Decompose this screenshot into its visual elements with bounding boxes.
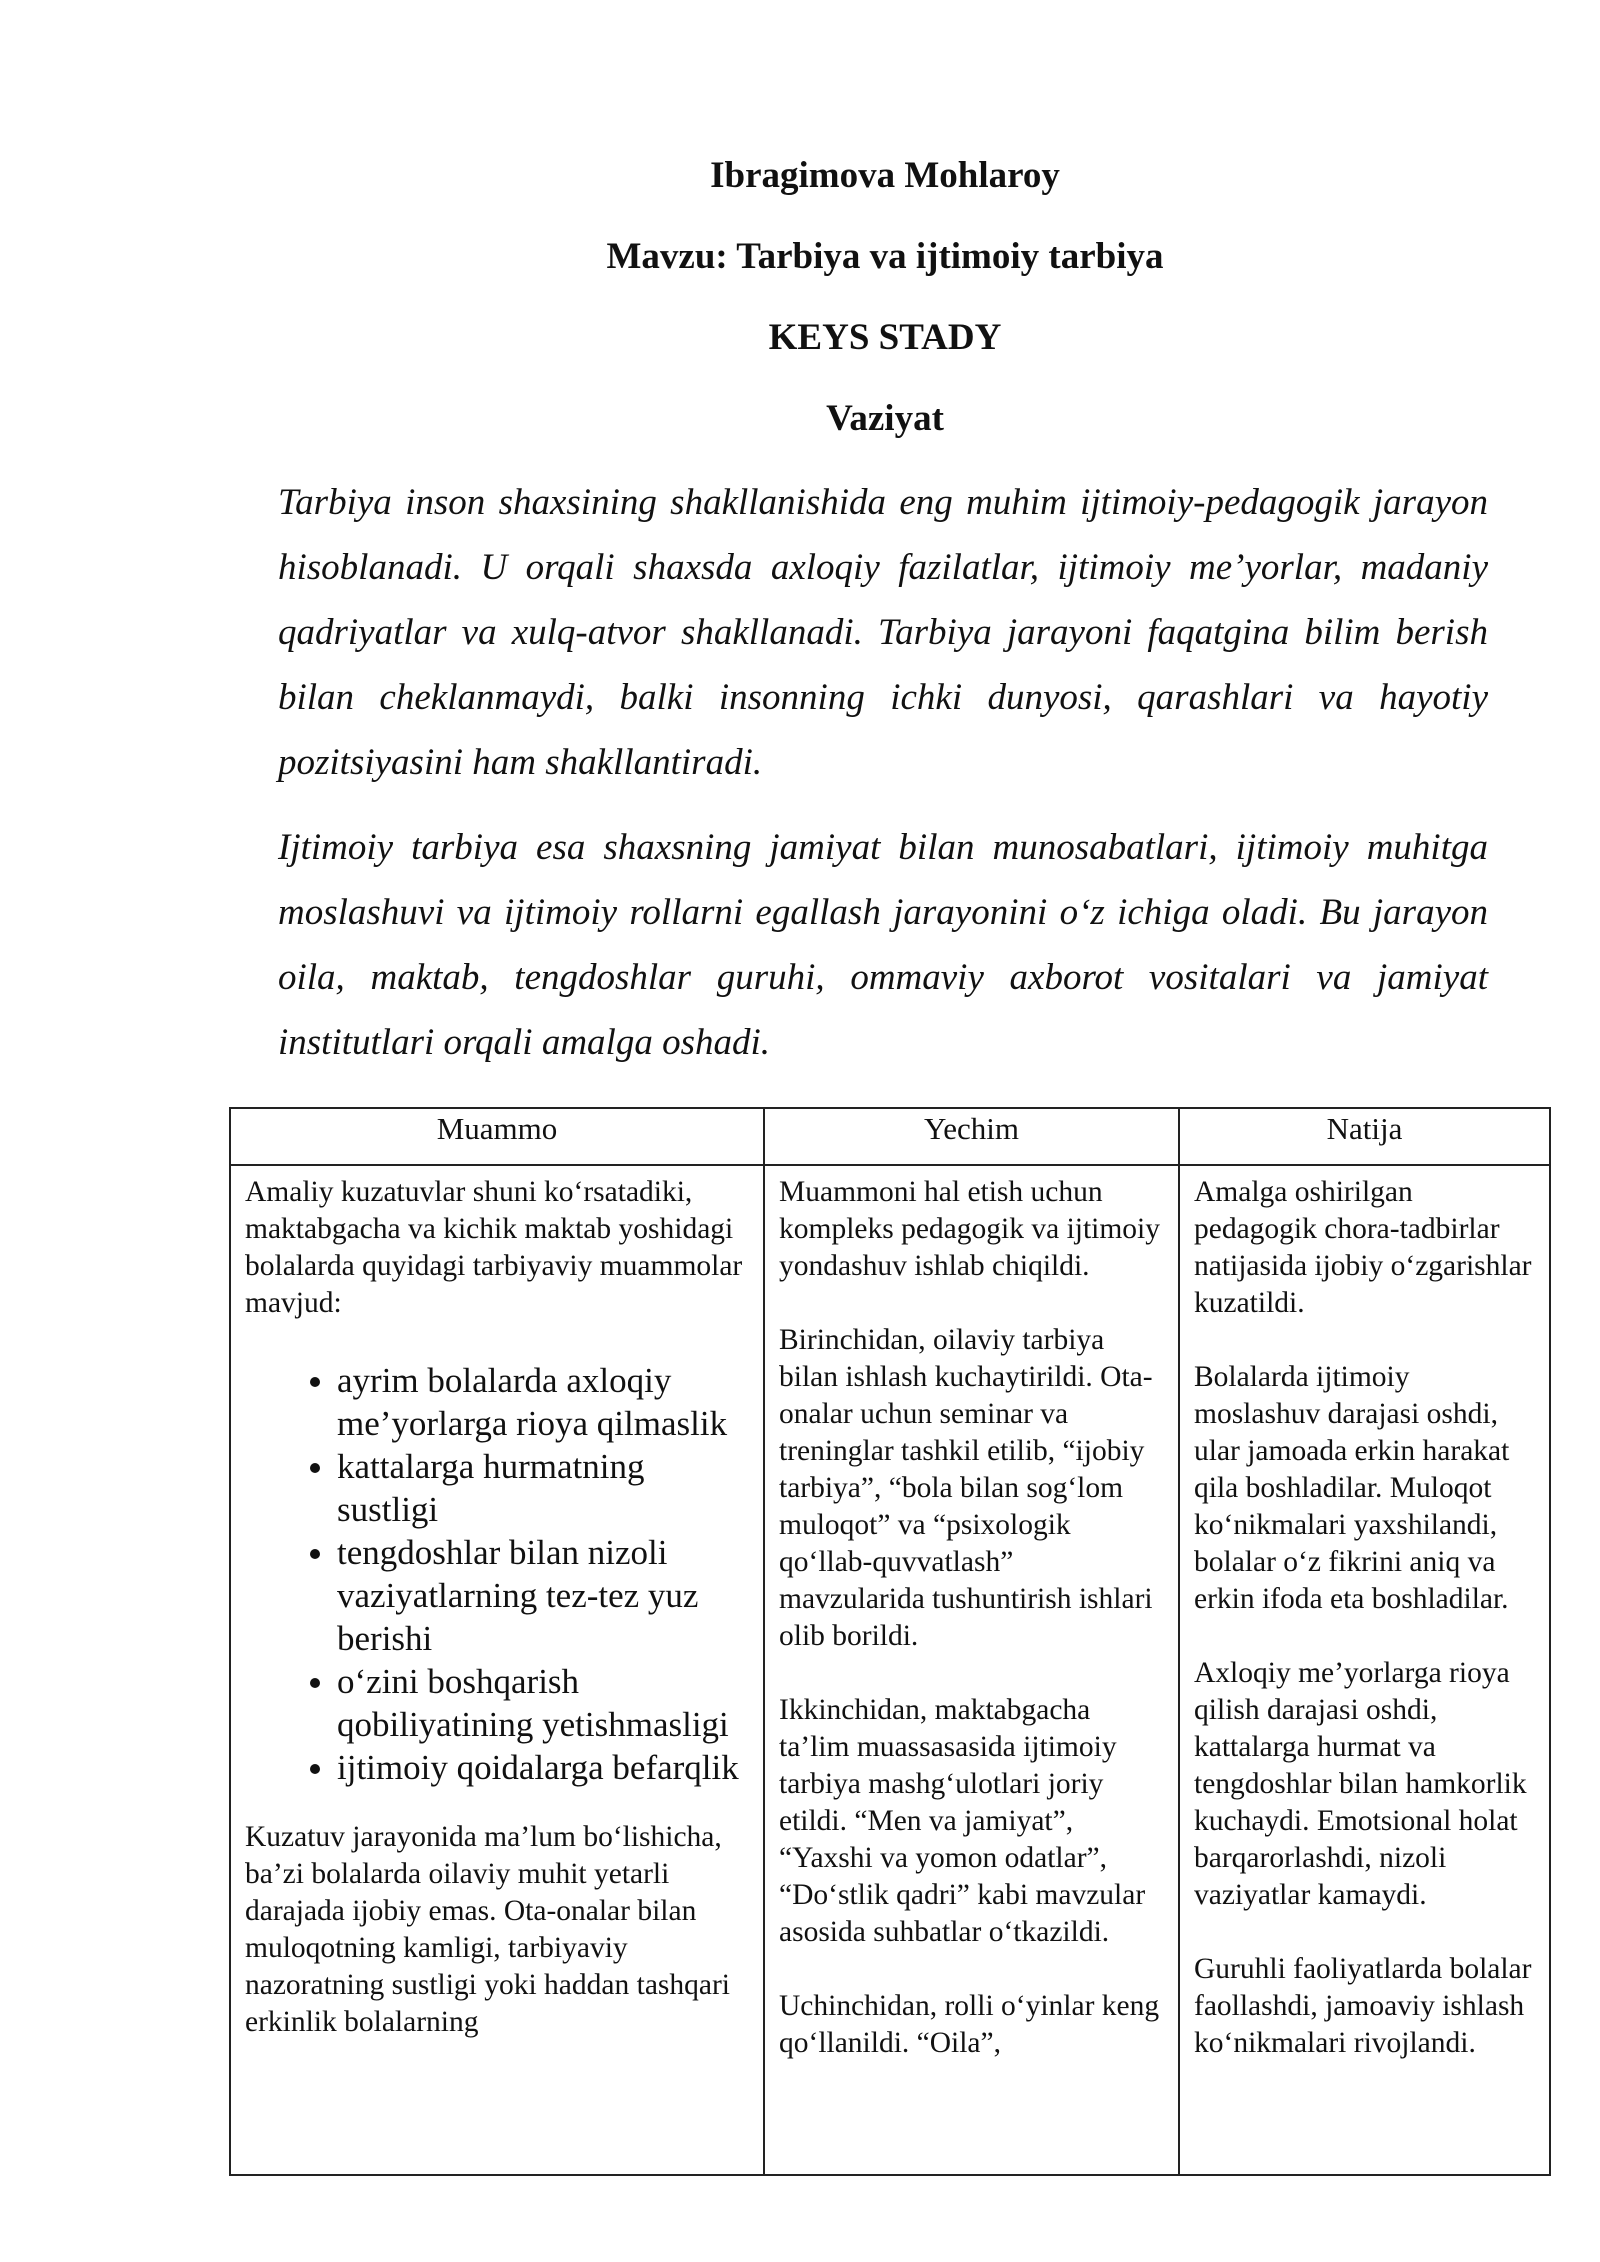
- case-table: [229, 1107, 1551, 2176]
- table-row: [230, 1165, 1550, 2175]
- natija-cell: [1179, 1165, 1550, 2175]
- topic-title: Mavzu: Tarbiya va ijtimoiy tarbiya: [606, 236, 1164, 277]
- yechim-paragraph: Uchinchidan, rolli o‘yinlar keng qo‘llanildi. “Oila”,: [779, 1990, 1160, 2059]
- header-muammo: Muammo: [230, 1108, 764, 1165]
- list-item: • ayrim bolalarda axloqiy me’yorlarga rioya qilmaslik: [337, 1359, 751, 1445]
- table-header-row: [230, 1108, 1550, 1165]
- problem-list: [245, 1359, 751, 1789]
- natija-paragraph: Axloqiy me’yorlarga rioya qilish darajasi oshdi, kattalarga hurmat va tengdoshlar bilan hamkorlik kuchaydi. Emotsional holat barqarorlashdi, nizoli vaziyatlar kamaydi.: [1194, 1657, 1527, 1911]
- header-natija: Natija: [1179, 1108, 1550, 1165]
- natija-paragraph: Guruhli faoliyatlarda bolalar faollashdi, jamoaviy ishlash ko‘nikmalari rivojlandi.: [1194, 1953, 1532, 2059]
- muammo-cell: [230, 1165, 764, 2175]
- muammo-outro: Kuzatuv jarayonida ma’lum bo‘lishicha, ba’zi bolalarda oilaviy muhit yetarli darajada ijobiy emas. Ota-onalar bilan muloqotning kamligi, tarbiyaviy nazoratning sustligi yoki haddan tashqari erkinlik bolalarning: [245, 1821, 731, 2038]
- natija-paragraph: Bolalarda ijtimoiy moslashuv darajasi oshdi, ular jamoada erkin harakat qila boshladilar. Muloqot ko‘nikmalari yaxshilandi, bolalar o‘z fikrini aniq va erkin ifoda eta boshladilar.: [1194, 1361, 1510, 1615]
- header-yechim: Yechim: [764, 1108, 1179, 1165]
- list-item: • ijtimoiy qoidalarga befarqlik: [337, 1746, 751, 1789]
- author-name: Ibragimova Mohlaroy: [710, 155, 1060, 196]
- yechim-cell: [764, 1165, 1179, 2175]
- list-item: • o‘zini boshqarish qobiliyatining yetishmasligi: [337, 1660, 751, 1746]
- subsection-title: Vaziyat: [826, 398, 944, 439]
- social-paragraph: Ijtimoiy tarbiya esa shaxsning jamiyat bilan munosabatlari, ijtimoiy muhitga moslashuvi va ijtimoiy rollarni egallash jarayonini o‘z ichiga oladi. Bu jarayon oila, maktab, tengdoshlar guruhi, ommaviy axborot vositalari va jamiyat institutlari orqali amalga oshadi.: [278, 827, 1488, 1063]
- natija-paragraph: Amalga oshirilgan pedagogik chora-tadbirlar natijasida ijobiy o‘zgarishlar kuzatildi.: [1194, 1176, 1532, 1319]
- list-item: • tengdoshlar bilan nizoli vaziyatlarning tez-tez yuz berishi: [337, 1531, 751, 1660]
- intro-paragraph: Tarbiya inson shaxsining shakllanishida eng muhim ijtimoiy-pedagogik jarayon hisoblanadi. U orqali shaxsda axloqiy fazilatlar, ijtimoiy me’yorlar, madaniy qadriyatlar va xulq-atvor shakllanadi. Tarbiya jarayoni faqatgina bilim berish bilan cheklanmaydi, balki insonning ichki dunyosi, qarashlari va hayotiy pozitsiyasini ham shakllantiradi.: [278, 482, 1488, 783]
- yechim-paragraph: Muammoni hal etish uchun kompleks pedagogik va ijtimoiy yondashuv ishlab chiqildi.: [779, 1176, 1160, 1282]
- muammo-intro: Amaliy kuzatuvlar shuni ko‘rsatadiki, maktabgacha va kichik maktab yoshidagi bolalarda quyidagi tarbiyaviy muammolar mavjud:: [245, 1176, 743, 1319]
- yechim-paragraph: Birinchidan, oilaviy tarbiya bilan ishlash kuchaytirildi. Ota-onalar uchun seminar va treninglar tashkil etilib, “ijobiy tarbiya”, “bola bilan sog‘lom muloqot” va “psixologik qo‘llab-quvvatlash” mavzularida tushuntirish ishlari olib borildi.: [779, 1324, 1153, 1652]
- yechim-paragraph: Ikkinchidan, maktabgacha ta’lim muassasasida ijtimoiy tarbiya mashg‘ulotlari joriy etildi. “Men va jamiyat”, “Yaxshi va yomon odatlar”, “Do‘stlik qadri” kabi mavzular asosida suhbatlar o‘tkazildi.: [779, 1694, 1146, 1948]
- list-item: • kattalarga hurmatning sustligi: [337, 1445, 751, 1531]
- section-title: KEYS STADY: [768, 317, 1002, 358]
